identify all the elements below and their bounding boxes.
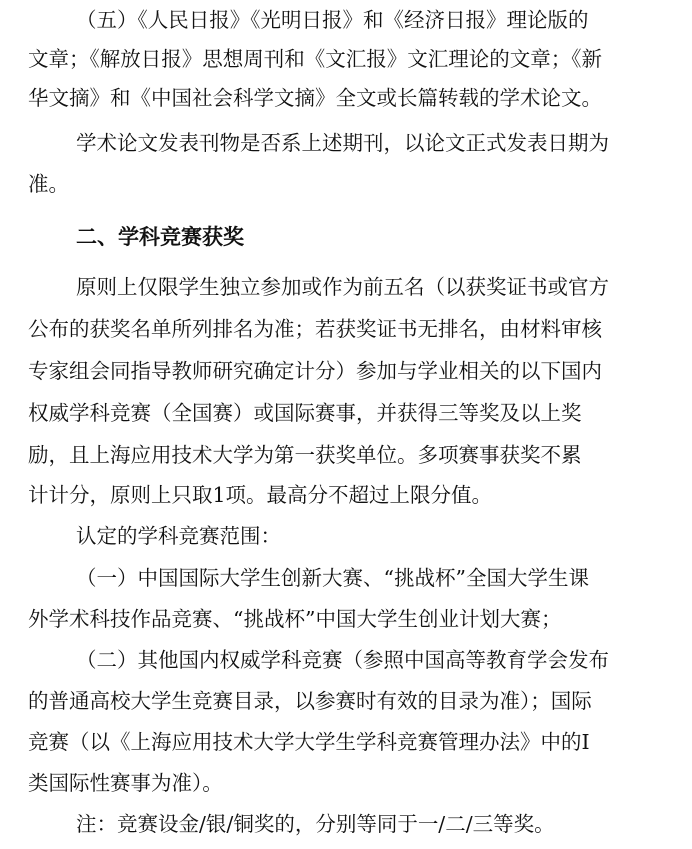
scope-item-two-line-2: 的普通高校大学生竞赛目录，以参赛时有效的目录为准）；国际 — [28, 689, 592, 713]
paragraph-principle-line-6: 计计分，原则上只取1项。最高分不超过上限分值。 — [28, 483, 493, 507]
item-five-line-3: 华文摘》和《中国社会科学文摘》全文或长篇转载的学术论文。 — [28, 86, 602, 110]
scope-item-two-line-4: 类国际性赛事为准）。 — [28, 771, 223, 795]
paragraph-principle-line-4: 权威学科竞赛（全国赛）或国际赛事，并获得三等奖及以上奖 — [28, 401, 582, 425]
competition-scope-intro: 认定的学科竞赛范围： — [76, 524, 281, 548]
paragraph-publication-date-line-2: 准。 — [28, 172, 69, 196]
scope-item-one-line-1: （一）中国国际大学生创新大赛、“挑战杯”全国大学生课 — [76, 566, 589, 590]
note-award-equivalence: 注：竞赛设金/银/铜奖的，分别等同于一/二/三等奖。 — [76, 812, 555, 836]
item-five-line-2: 文章；《解放日报》思想周刊和《文汇报》文汇理论的文章；《新 — [28, 47, 602, 71]
paragraph-principle-line-1: 原则上仅限学生独立参加或作为前五名（以获奖证书或官方 — [76, 275, 609, 299]
scope-item-two-line-3: 竞赛（以《上海应用技术大学大学生学科竞赛管理办法》中的Ⅰ — [28, 730, 590, 754]
paragraph-publication-date-line-1: 学术论文发表刊物是否系上述期刊，以论文正式发表日期为 — [76, 131, 609, 155]
item-five-line-1: （五）《人民日报》《光明日报》和《经济日报》理论版的 — [76, 8, 589, 32]
scope-item-two-line-1: （二）其他国内权威学科竞赛（参照中国高等教育学会发布 — [76, 648, 609, 672]
paragraph-principle-line-5: 励，且上海应用技术大学为第一获奖单位。多项赛事获奖不累 — [28, 443, 582, 467]
scope-item-one-line-2: 外学术科技作品竞赛、“挑战杯”中国大学生创业计划大赛； — [28, 607, 562, 631]
paragraph-principle-line-2: 公布的获奖名单所列排名为准；若获奖证书无排名，由材料审核 — [28, 317, 602, 341]
paragraph-principle-line-3: 专家组会同指导教师研究确定计分）参加与学业相关的以下国内 — [28, 359, 602, 383]
section-heading-competition-awards: 二、学科竞赛获奖 — [76, 225, 244, 249]
